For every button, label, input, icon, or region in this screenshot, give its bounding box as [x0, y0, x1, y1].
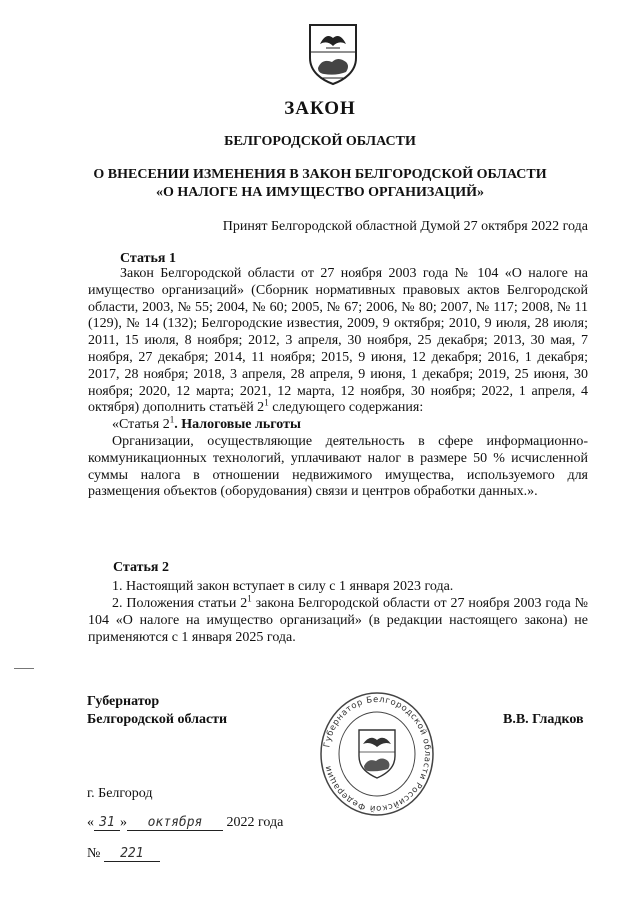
superscript: 1: [169, 414, 175, 425]
article-2-item-1: 1. Настоящий закон вступает в силу с 1 января 2023 года.: [112, 579, 454, 594]
date-year: 2022 года: [226, 815, 284, 830]
margin-mark: [14, 668, 34, 669]
governor-name: В.В. Гладков: [503, 712, 584, 727]
governor-title: Губернатор: [87, 694, 160, 709]
signing-city: г. Белгород: [87, 786, 153, 801]
coat-of-arms-icon: [306, 22, 360, 86]
document-region: БЕЛГОРОДСКОЙ ОБЛАСТИ: [224, 134, 416, 149]
law-number: [87, 846, 160, 862]
article-2-heading: Статья 2: [113, 560, 169, 575]
quote-prefix: «Статья 2: [112, 417, 170, 433]
subtitle-line-2: «О НАЛОГЕ НА ИМУЩЕСТВО ОРГАНИЗАЦИЙ»: [155, 185, 485, 200]
article-2-body: [88, 578, 588, 646]
superscript: 1: [247, 593, 252, 604]
number-label: №: [87, 846, 101, 861]
svg-text:Губернатор Белгородской област: Губернатор Белгородской области Российской Федерации: [322, 694, 433, 814]
article-1-body: [88, 266, 588, 501]
subtitle-line-1: О ВНЕСЕНИИ ИЗМЕНЕНИЯ В ЗАКОН БЕЛГОРОДСКОЙ ОБЛАСТИ: [93, 167, 547, 182]
signing-date: [87, 815, 283, 831]
governor-region: Белгородской области: [87, 712, 228, 727]
quote-title: . Налоговые льготы: [174, 417, 301, 433]
article-1-paragraph: [88, 266, 588, 417]
document-title: ЗАКОН: [284, 98, 356, 119]
article-1-text-end: следующего содержания:: [268, 400, 424, 416]
date-quote-close: »: [120, 815, 127, 830]
date-quote-open: «: [87, 815, 94, 830]
new-article-text: Организации, осуществляющие деятельность в сфере информационно-коммуникационных технологий, уплачивают налог в размере 50 % исчисленной суммы налога в отношении недвижимого имущества, используемого для размещения объектов (оборудования) связи и центров обработки данных.».: [88, 433, 588, 500]
new-article-heading: [88, 414, 588, 434]
item-2-text: 2. Положения статьи 2: [112, 596, 248, 611]
article-2-item-2: [88, 595, 588, 646]
article-1-text: Закон Белгородской области от 27 ноября 2003 года № 104 «О налоге на имущество организаций» (Сборник нормативных правовых актов Белгородской области, 2003, № 55; 2004, № 60; 2005, № 67; 2006, № 80; 2007, № 117; 2008, № 11 (129), № 14 (132); Белгородские известия, 2009, 9 октября; 2010, 9 июля, 28 июля; 2011, 15 июля, 8 ноября; 2012, 3 апреля, 30 ноября, 25 декабря; 2013, 30 мая, 7 ноября, 27 декабря; 2014, 11 ноября; 2015, 9 июня, 12 декабря; 2016, 1 декабря; 2017, 28 ноября; 2018, 3 апреля, 28 апреля, 9 июня, 1 декабря; 2019, 25 июня, 30 ноября; 2020, 12 марта; 2021, 12 марта, 12 ноября, 30 ноября; 2022, 1 апреля, 4 октября) дополнить статьёй 2: [88, 266, 588, 416]
number-value: 221: [104, 846, 160, 862]
article-1-heading: Статья 1: [120, 251, 176, 266]
date-month: октября: [127, 815, 223, 831]
superscript: 1: [264, 397, 269, 408]
official-seal-stamp: [318, 690, 436, 818]
item-2-text-end: закона Белгородской области от 27 ноября 2003 года № 104 «О налоге на имущество организаций» (в редакции настоящего закона) не применяются с 1 января 2025 года.: [88, 596, 588, 645]
document-subtitle: [50, 166, 590, 202]
date-day: 31: [94, 815, 120, 831]
adoption-note: Принят Белгородской областной Думой 27 октября 2022 года: [222, 219, 588, 234]
